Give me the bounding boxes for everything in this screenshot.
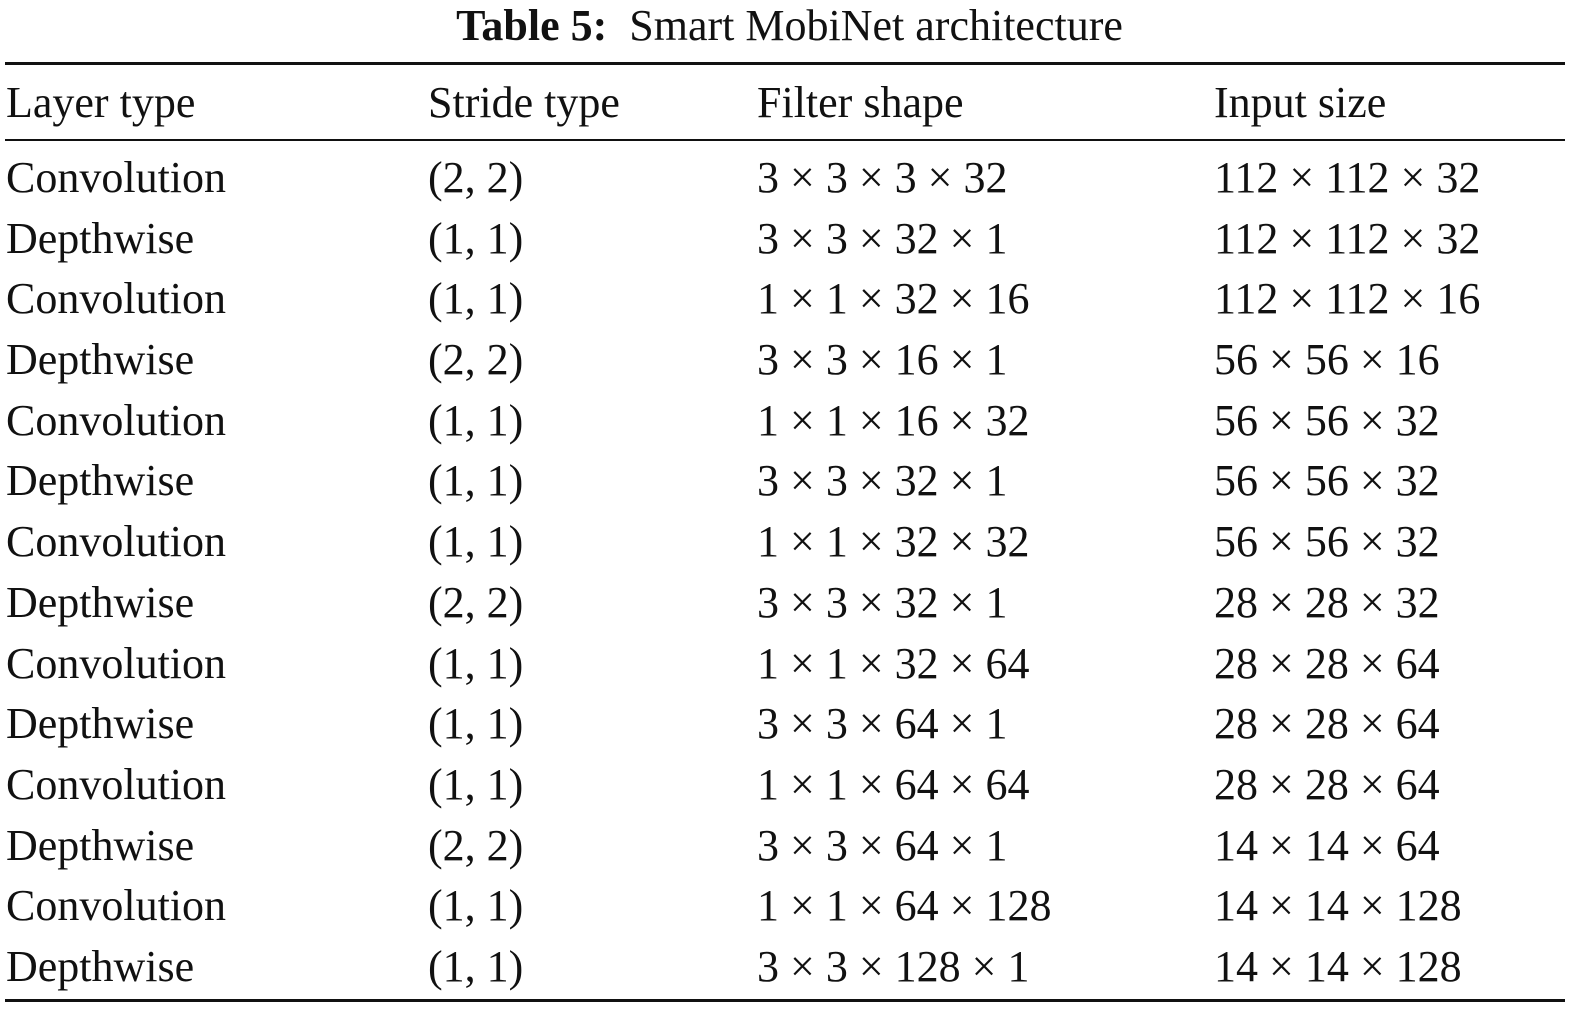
cell-layer-type: Depthwise: [6, 699, 195, 749]
cell-filter-shape: 3 × 3 × 128 × 1: [757, 941, 1030, 991]
cell-input-size: 112 × 112 × 32: [1214, 153, 1481, 202]
table-row: [5, 937, 1565, 998]
table-caption: [0, 0, 1579, 52]
cell-filter-shape: 1 × 1 × 64 × 128: [757, 881, 1052, 931]
table-row: [5, 330, 1565, 391]
cell-input-size: 56 × 56 × 32: [1214, 395, 1440, 445]
column-header-stride-type: Stride type: [428, 78, 620, 127]
cell-layer-type: Depthwise: [6, 577, 195, 627]
cell-stride-type: (1, 1): [428, 456, 524, 506]
cell-filter-shape: 3 × 3 × 3 × 32: [757, 153, 1008, 202]
table-caption-title: Smart MobiNet architecture: [629, 1, 1123, 50]
cell-stride-type: (2, 2): [428, 153, 524, 202]
table-row: [5, 269, 1565, 330]
column-header-layer-type: Layer type: [6, 78, 196, 127]
cell-input-size: 14 × 14 × 128: [1214, 941, 1462, 991]
cell-input-size: 14 × 14 × 128: [1214, 881, 1462, 931]
cell-input-size: 28 × 28 × 64: [1214, 699, 1440, 749]
cell-input-size: 56 × 56 × 32: [1214, 456, 1440, 506]
cell-filter-shape: 1 × 1 × 32 × 16: [757, 274, 1030, 324]
table-caption-label: Table 5:: [456, 1, 608, 50]
cell-stride-type: (2, 2): [428, 577, 524, 627]
cell-stride-type: (2, 2): [428, 335, 524, 385]
table-row: [5, 391, 1565, 452]
cell-filter-shape: 3 × 3 × 64 × 1: [757, 699, 1008, 749]
table-row: [5, 451, 1565, 512]
table-bottom-rule: [5, 999, 1565, 1002]
cell-filter-shape: 1 × 1 × 16 × 32: [757, 395, 1030, 445]
cell-layer-type: Convolution: [6, 759, 227, 809]
cell-stride-type: (1, 1): [428, 759, 524, 809]
cell-filter-shape: 1 × 1 × 64 × 64: [757, 759, 1030, 809]
table-header-row: [5, 72, 1565, 134]
cell-filter-shape: 3 × 3 × 64 × 1: [757, 820, 1008, 870]
table-header-rule: [5, 139, 1565, 141]
cell-layer-type: Depthwise: [6, 456, 195, 506]
cell-stride-type: (1, 1): [428, 395, 524, 445]
cell-layer-type: Convolution: [6, 395, 227, 445]
table-row: [5, 816, 1565, 877]
cell-stride-type: (1, 1): [428, 517, 524, 567]
cell-filter-shape: 3 × 3 × 16 × 1: [757, 335, 1008, 385]
cell-layer-type: Depthwise: [6, 213, 195, 263]
cell-layer-type: Convolution: [6, 517, 227, 567]
cell-filter-shape: 1 × 1 × 32 × 32: [757, 517, 1030, 567]
cell-input-size: 112 × 112 × 32: [1214, 213, 1481, 263]
cell-layer-type: Depthwise: [6, 335, 195, 385]
cell-input-size: 56 × 56 × 32: [1214, 517, 1440, 567]
cell-layer-type: Convolution: [6, 638, 227, 688]
column-header-input-size: Input size: [1214, 78, 1387, 127]
table-row: [5, 755, 1565, 816]
cell-stride-type: (1, 1): [428, 213, 524, 263]
cell-filter-shape: 1 × 1 × 32 × 64: [757, 638, 1030, 688]
cell-input-size: 28 × 28 × 32: [1214, 577, 1440, 627]
table-row: [5, 694, 1565, 755]
table-row: [5, 876, 1565, 937]
cell-layer-type: Depthwise: [6, 941, 195, 991]
cell-input-size: 14 × 14 × 64: [1214, 820, 1440, 870]
column-header-filter-shape: Filter shape: [757, 78, 964, 127]
cell-input-size: 28 × 28 × 64: [1214, 638, 1440, 688]
table-body: [5, 148, 1565, 998]
cell-stride-type: (1, 1): [428, 699, 524, 749]
cell-filter-shape: 3 × 3 × 32 × 1: [757, 456, 1008, 506]
table-row: [5, 209, 1565, 270]
table-top-rule: [5, 62, 1565, 65]
cell-stride-type: (1, 1): [428, 941, 524, 991]
cell-input-size: 56 × 56 × 16: [1214, 335, 1440, 385]
table-row: [5, 512, 1565, 573]
cell-stride-type: (2, 2): [428, 820, 524, 870]
cell-layer-type: Convolution: [6, 274, 227, 324]
cell-filter-shape: 3 × 3 × 32 × 1: [757, 577, 1008, 627]
cell-stride-type: (1, 1): [428, 881, 524, 931]
table-row: [5, 573, 1565, 634]
cell-stride-type: (1, 1): [428, 274, 524, 324]
cell-input-size: 28 × 28 × 64: [1214, 759, 1440, 809]
cell-layer-type: Convolution: [6, 153, 227, 202]
cell-layer-type: Depthwise: [6, 820, 195, 870]
cell-layer-type: Convolution: [6, 881, 227, 931]
cell-filter-shape: 3 × 3 × 32 × 1: [757, 213, 1008, 263]
cell-input-size: 112 × 112 × 16: [1214, 274, 1481, 324]
cell-stride-type: (1, 1): [428, 638, 524, 688]
table-row: [5, 634, 1565, 695]
table-row: [5, 148, 1565, 209]
